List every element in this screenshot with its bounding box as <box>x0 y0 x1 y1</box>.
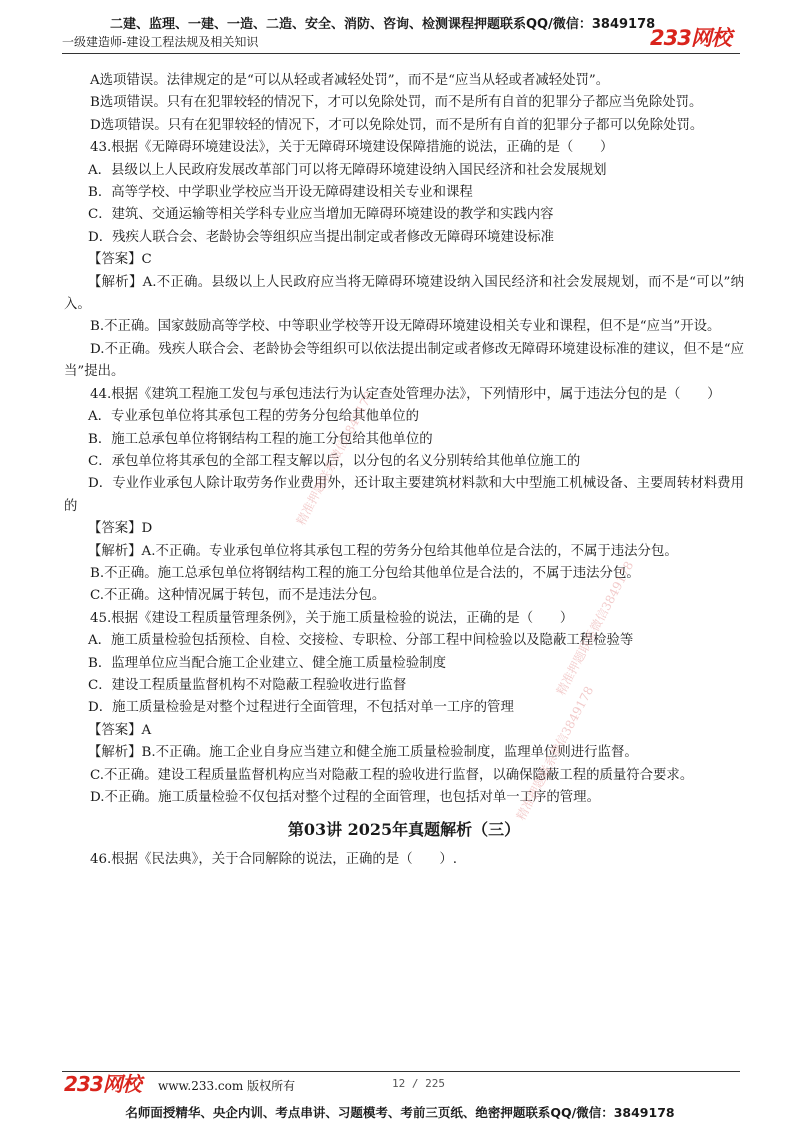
section-title: 第03讲 2025年真题解析（三） <box>287 820 521 840</box>
q45-option-b: B．监理单位应当配合施工企业建立、健全施工质量检验制度 <box>88 655 446 671</box>
q43-option-d: D．残疾人联合会、老龄协会等组织应当提出制定或者修改无障碍环境建设标准 <box>88 229 555 245</box>
page-header <box>0 0 800 56</box>
q44-analysis-b: B.不正确。施工总承包单位将钢结构工程的施工分包给其他单位是合法的，不属于违法分包。 <box>90 565 640 581</box>
q45-option-d: D．施工质量检验是对整个过程进行全面管理，不包括对单一工序的管理 <box>88 700 514 716</box>
q43-analysis: 【解析】A.不正确。县级以上人民政府应当将无障碍环境建设纳入国民经济和社会发展规划，而不是“可以”纳入。 <box>64 274 744 313</box>
q44-option-b: B．施工总承包单位将钢结构工程的施工分包给其他单位的 <box>88 431 433 447</box>
paragraph-d-explanation: D选项错误。只有在犯罪较轻的情况下，才可以免除处罚，而不是所有自首的犯罪分子都可以免除处罚。 <box>90 117 704 133</box>
q43-option-c: C．建筑、交通运输等相关学科专业应当增加无障碍环境建设的教学和实践内容 <box>88 207 554 223</box>
q43-option-b: B．高等学校、中学职业学校应当开设无障碍建设相关专业和课程 <box>88 185 473 201</box>
q44-option-d: D．专业作业承包人除计取劳务作业费用外，还计取主要建筑材料款和大中型施工机械设备、主要周转材料费用的 <box>64 476 744 514</box>
q43-analysis-d: D.不正确。残疾人联合会、老龄协会等组织可以依法提出制定或者修改无障碍环境建设标准的建议，但不是“应当”提出。 <box>64 341 744 380</box>
q44-option-a: A．专业承包单位将其承包工程的劳务分包给其他单位的 <box>88 409 420 425</box>
question-45: 45.根据《建设工程质量管理条例》，关于施工质量检验的说法，正确的是（ ） <box>90 610 574 626</box>
header-promo-text: 二建、监理、一建、一造、二造、安全、消防、咨询、检测课程押题联系QQ/微信：3849178 <box>110 17 656 32</box>
q44-option-c: C．承包单位将其承包的全部工程支解以后，以分包的名义分别转给其他单位施工的 <box>88 453 581 469</box>
watermark-text: 精准押题联系微信3849178 <box>293 388 377 528</box>
footer-divider <box>62 1071 740 1072</box>
q44-analysis-c: C.不正确。这种情况属于转包，而不是违法分包。 <box>90 588 386 604</box>
header-divider <box>62 53 740 54</box>
q45-answer: 【答案】A <box>88 722 152 738</box>
brand-logo[interactable]: 233网校 <box>650 26 731 50</box>
question-46: 46.根据《民法典》，关于合同解除的说法，正确的是（ ）. <box>90 852 458 868</box>
q45-analysis-c: C.不正确。建设工程质量监督机构应当对隐蔽工程的验收进行监督，以确保隐蔽工程的质量符合要求。 <box>90 767 694 783</box>
q44-analysis: 【解析】A.不正确。专业承包单位将其承包工程的劳务分包给其他单位是合法的，不属于违法分包。 <box>88 543 678 559</box>
q45-option-c: C．建设工程质量监督机构不对隐蔽工程验收进行监督 <box>88 677 407 693</box>
q43-option-a: A．县级以上人民政府发展改革部门可以将无障碍环境建设纳入国民经济和社会发展规划 <box>88 162 607 178</box>
paragraph-a-explanation: A选项错误。法律规定的是“可以从轻或者减轻处罚”，而不是“应当从轻或者减轻处罚”。 <box>90 73 610 88</box>
question-44: 44.根据《建筑工程施工发包与承包违法行为认定查处管理办法》，下列情形中，属于违法分包的是（ ） <box>90 386 721 402</box>
page-number: 12 / 225 <box>392 1077 445 1090</box>
watermark-text: 精准押题联系微信3849178 <box>513 683 597 823</box>
question-43: 43.根据《无障碍环境建设法》，关于无障碍环境建设保障措施的说法，正确的是（ ） <box>90 140 614 156</box>
paragraph-b-explanation: B选项错误。只有在犯罪较轻的情况下，才可以免除处罚，而不是所有自首的犯罪分子都应当免除处罚。 <box>90 95 703 111</box>
q45-analysis: 【解析】B.不正确。施工企业自身应当建立和健全施工质量检验制度，监理单位则进行监督。 <box>88 745 638 761</box>
footer-promo-text: 名师面授精华、央企内训、考点串讲、习题模考、考前三页纸、绝密押题联系QQ/微信：3849178 <box>125 1105 675 1120</box>
q45-option-a: A．施工质量检验包括预检、自检、交接检、专职检、分部工程中间检验以及隐蔽工程检验等 <box>88 633 634 649</box>
footer-brand-logo[interactable]: 233网校 <box>64 1072 141 1096</box>
watermark-text: 精准押题联系微信3849178 <box>553 558 637 698</box>
footer-copyright: www.233.com 版权所有 <box>158 1079 296 1093</box>
q43-analysis-b: B.不正确。国家鼓励高等学校、中等职业学校等开设无障碍环境建设相关专业和课程，但不是“应当”开设。 <box>90 319 721 335</box>
header-subtitle: 一级建造师-建设工程法规及相关知识 <box>62 35 259 49</box>
document-body <box>64 70 744 872</box>
q45-analysis-d: D.不正确。施工质量检验不仅包括对整个过程的全面管理，也包括对单一工序的管理。 <box>90 790 600 805</box>
q44-answer: 【答案】D <box>88 521 153 537</box>
q43-answer: 【答案】C <box>88 252 152 268</box>
